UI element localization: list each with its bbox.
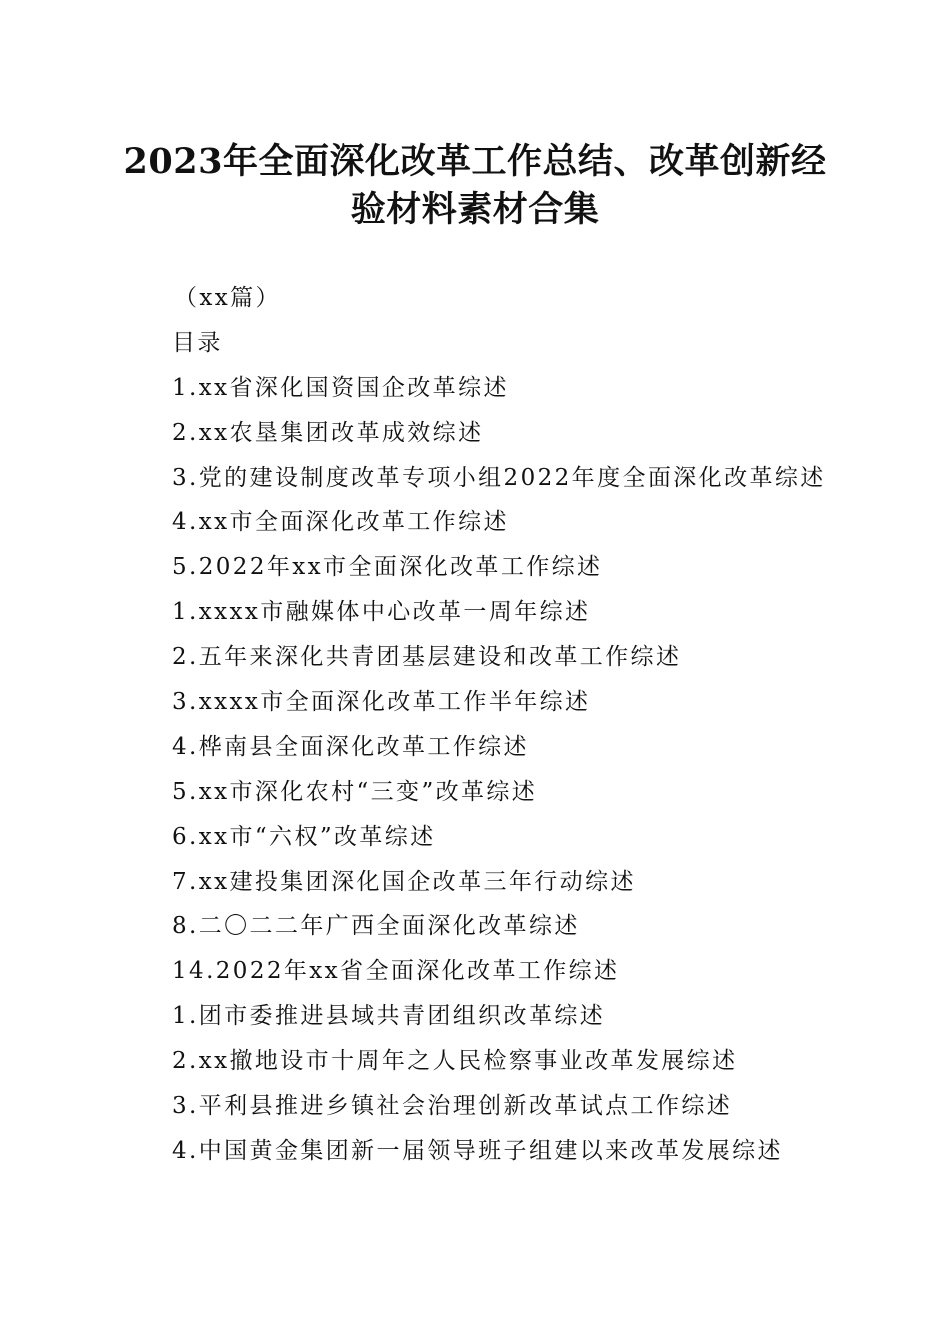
toc-item: 1.团市委推进县域共青团组织改革综述 xyxy=(172,1003,606,1030)
document-title xyxy=(80,138,870,234)
toc-item: 6.xx市“六权”改革综述 xyxy=(172,823,436,850)
toc-item: 3.党的建设制度改革专项小组2022年度全面深化改革综述 xyxy=(172,464,826,491)
toc-item: 7.xx建投集团深化国企改革三年行动综述 xyxy=(172,868,636,895)
toc-item: 2.xx撤地设市十周年之人民检察事业改革发展综述 xyxy=(172,1048,738,1075)
toc-item: 8.二〇二二年广西全面深化改革综述 xyxy=(172,913,580,940)
toc-item: 2.xx农垦集团改革成效综述 xyxy=(172,419,484,446)
toc-item: 5.2022年xx市全面深化改革工作综述 xyxy=(172,554,603,581)
toc-item: 2.五年来深化共青团基层建设和改革工作综述 xyxy=(172,644,682,671)
toc-item: 4.xx市全面深化改革工作综述 xyxy=(172,509,509,536)
toc-item: 4.中国黄金集团新一届领导班子组建以来改革发展综述 xyxy=(172,1137,783,1164)
toc-item: 3.xxxx市全面深化改革工作半年综述 xyxy=(172,689,591,716)
toc-item: 3.平利县推进乡镇社会治理创新改革试点工作综述 xyxy=(172,1093,733,1120)
document-title-line-1: 2023年全面深化改革工作总结、改革创新经 xyxy=(123,141,827,182)
toc-item: 14.2022年xx省全面深化改革工作综述 xyxy=(172,958,620,985)
toc-item: 4.桦南县全面深化改革工作综述 xyxy=(172,733,529,760)
toc-item: 1.xxxx市融媒体中心改革一周年综述 xyxy=(172,599,591,626)
toc-heading: 目录 xyxy=(172,329,223,356)
toc-item: 5.xx市深化农村“三变”改革综述 xyxy=(172,778,538,805)
document-title-line-2: 验材料素材合集 xyxy=(350,189,600,230)
count-note: （xx篇） xyxy=(174,285,281,311)
toc-item: 1.xx省深化国资国企改革综述 xyxy=(172,374,509,401)
document-body xyxy=(172,282,872,1180)
